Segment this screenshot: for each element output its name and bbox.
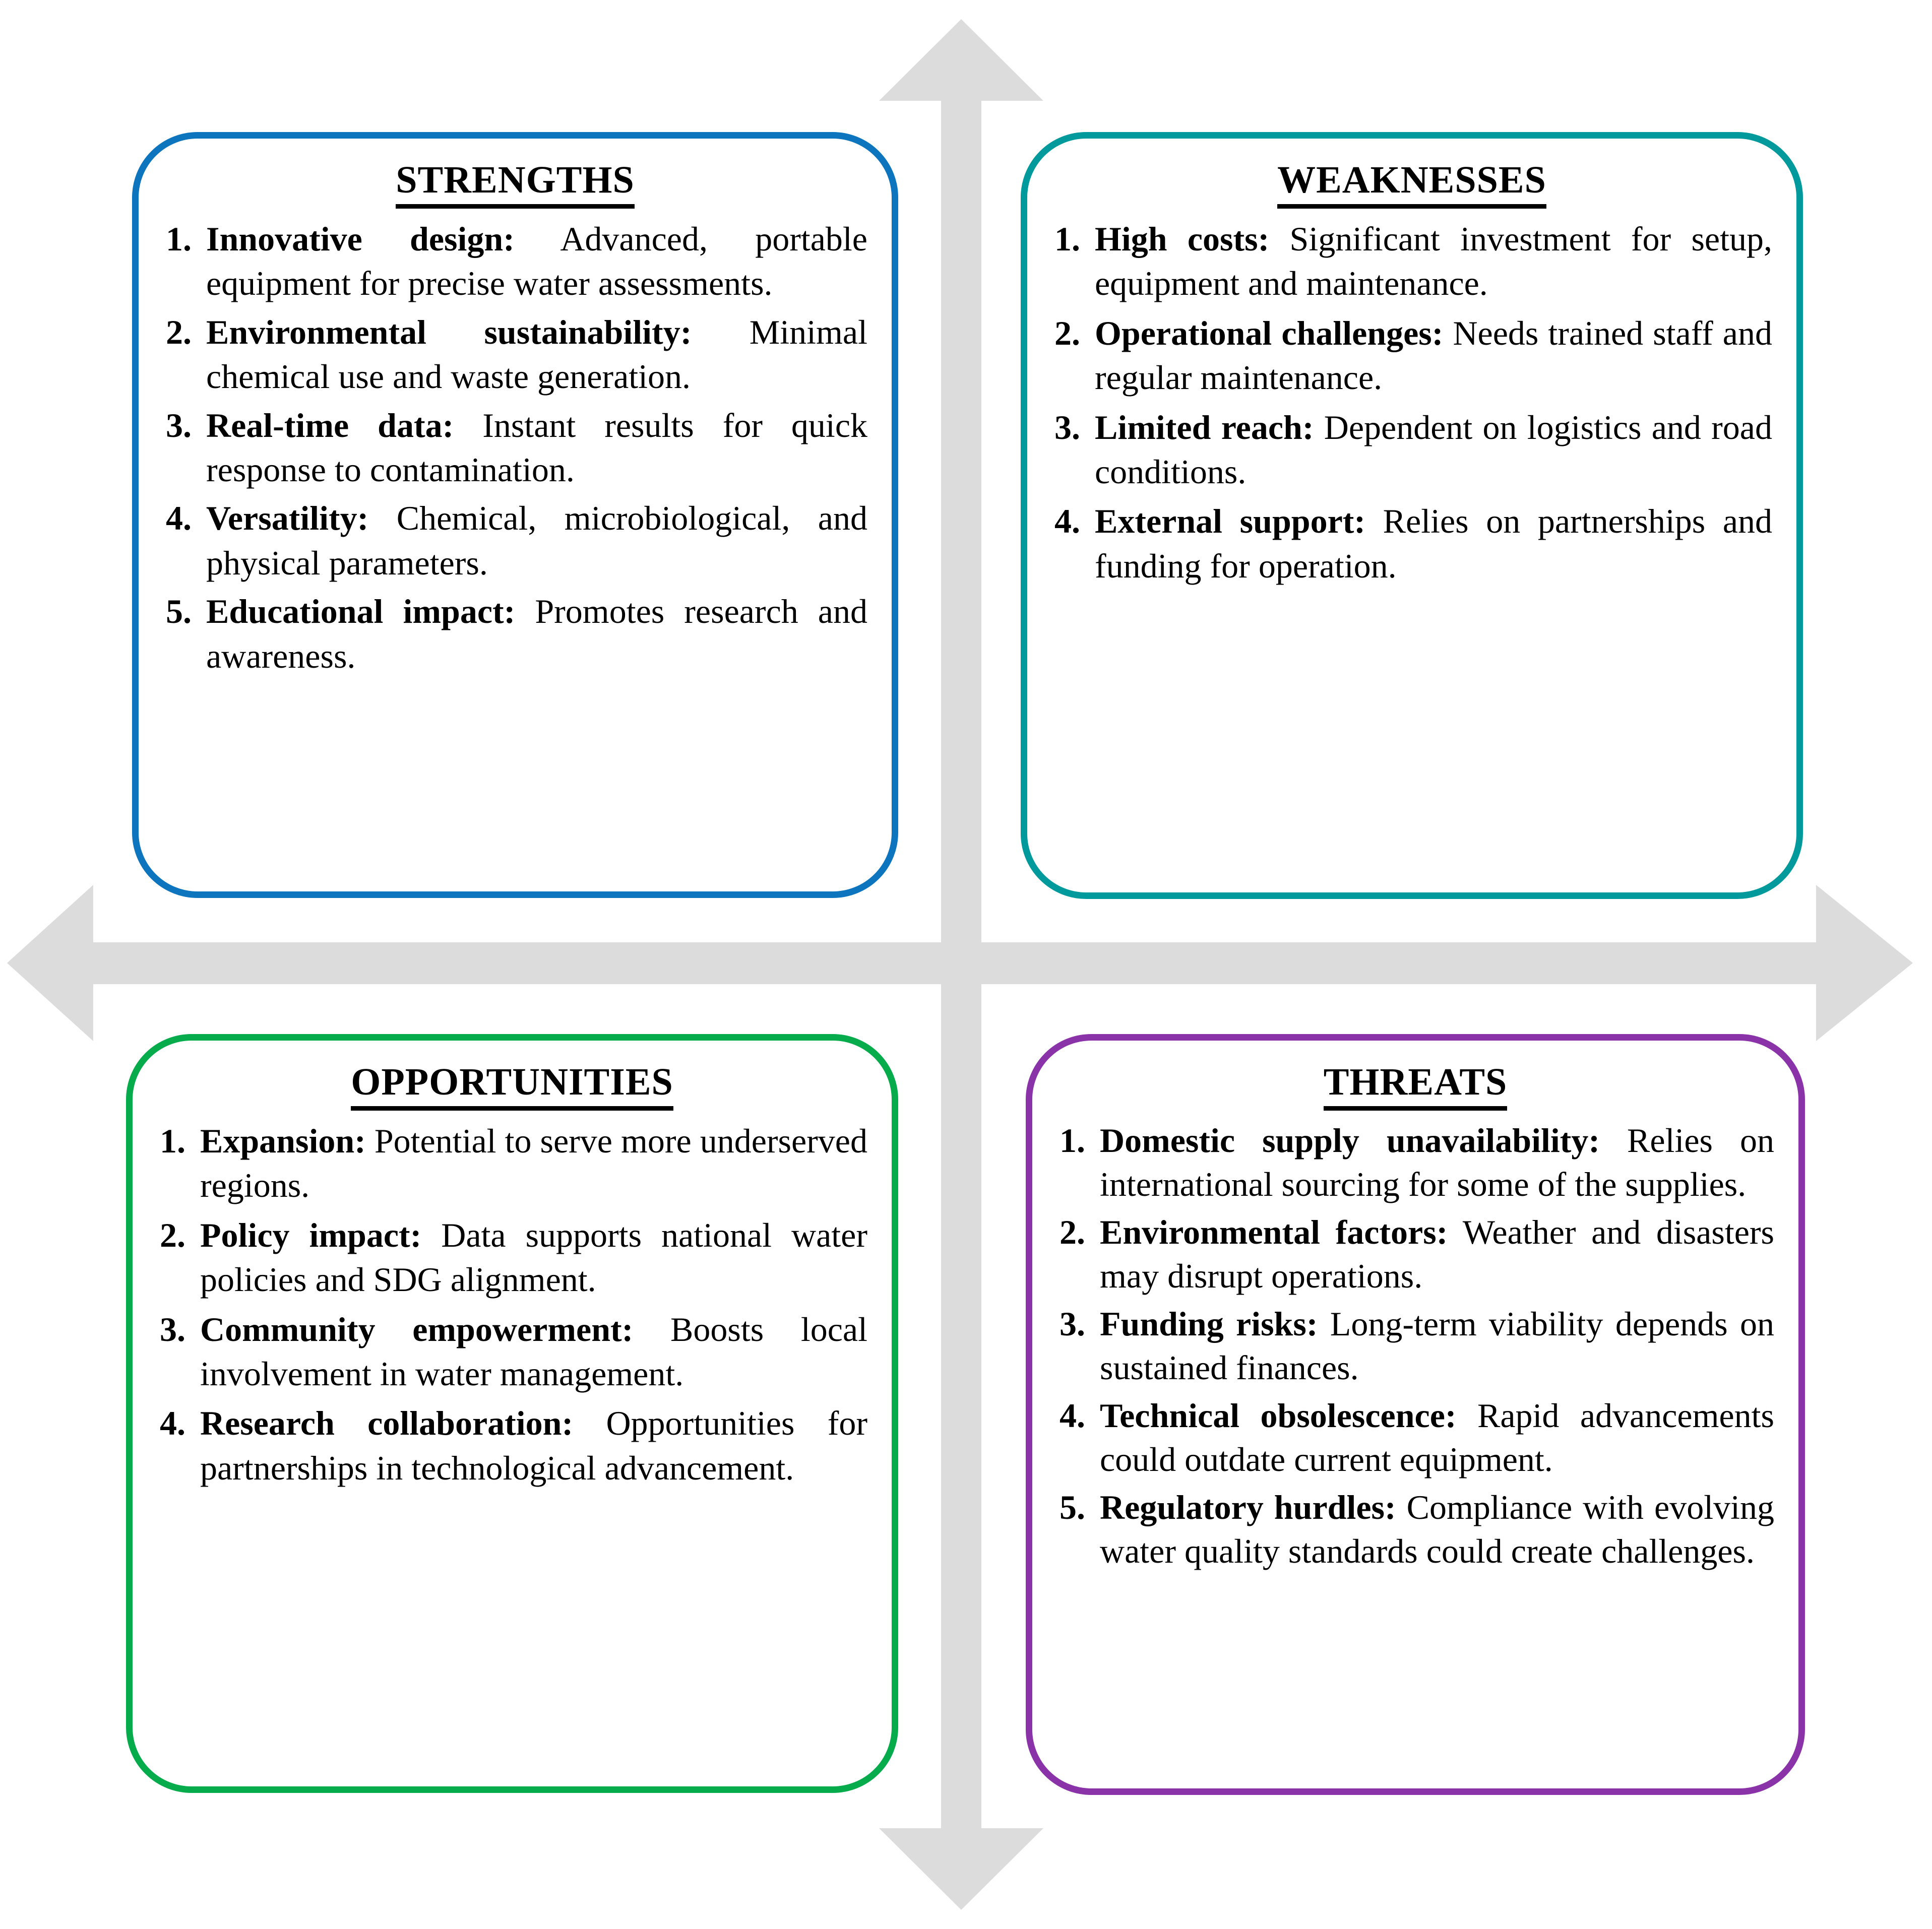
item-text: Minimal chemical use and waste generation. <box>206 312 867 396</box>
strengths-list <box>163 217 867 678</box>
item-number: 3. <box>1060 1305 1085 1343</box>
item-lead: Community empowerment: <box>200 1310 634 1348</box>
list-item <box>1051 405 1772 494</box>
vertical-shaft <box>941 101 981 1828</box>
item-text: Potential to serve more underserved regions. <box>200 1122 867 1205</box>
item-number: 2. <box>1060 1213 1085 1252</box>
item-number: 3. <box>160 1310 185 1348</box>
item-text: Advanced, portable equipment for precise water assessments. <box>206 220 867 303</box>
item-text: Dependent on logistics and road conditions. <box>1095 408 1772 491</box>
left-arrow-icon <box>7 885 941 1041</box>
item-text: Data supports national water policies and SDG alignment. <box>200 1215 867 1299</box>
item-lead: External support: <box>1095 502 1366 541</box>
item-text: Long-term viability depends on sustained finances. <box>1100 1305 1774 1387</box>
item-text: Compliance with evolving water quality standards could create challenges. <box>1100 1488 1774 1571</box>
item-lead: Innovative design: <box>206 220 515 258</box>
item-lead: Real-time data: <box>206 406 454 444</box>
weaknesses-title: WEAKNESSES <box>1051 161 1772 209</box>
item-number: 1. <box>1054 220 1080 258</box>
item-number: 5. <box>166 592 192 631</box>
item-lead: Funding risks: <box>1100 1305 1318 1343</box>
item-text: Chemical, microbiological, and physical parameters. <box>206 499 867 582</box>
quadrant-threats <box>1026 1034 1805 1795</box>
list-item <box>163 217 867 306</box>
opportunities-title: OPPORTUNITIES <box>157 1063 867 1111</box>
item-lead: Operational challenges: <box>1095 313 1444 352</box>
list-item <box>1051 499 1772 588</box>
item-text: Rapid advancements could outdate current equipment. <box>1100 1396 1774 1479</box>
item-text: Relies on partnerships and funding for operation. <box>1095 502 1773 585</box>
horizontal-shaft <box>93 942 1816 984</box>
list-item <box>163 496 867 585</box>
item-number: 1. <box>1060 1121 1085 1160</box>
item-number: 1. <box>166 220 192 258</box>
item-text: Promotes research and awareness. <box>206 592 867 675</box>
item-lead: Policy impact: <box>200 1215 422 1254</box>
item-lead: Versatility: <box>206 499 369 538</box>
item-number: 4. <box>1054 502 1080 541</box>
threats-title: THREATS <box>1056 1063 1774 1111</box>
item-text: Needs trained staff and regular maintenance. <box>1095 313 1772 397</box>
list-item <box>1056 1119 1774 1206</box>
item-lead: Limited reach: <box>1095 408 1314 446</box>
item-number: 4. <box>166 499 192 538</box>
opportunities-list <box>157 1119 867 1490</box>
right-arrow-icon <box>981 885 1913 1041</box>
item-lead: Research collaboration: <box>200 1404 574 1443</box>
list-item <box>163 403 867 492</box>
item-number: 4. <box>1060 1396 1085 1435</box>
item-lead: High costs: <box>1095 220 1270 258</box>
list-item <box>1056 1486 1774 1573</box>
list-item <box>1056 1394 1774 1482</box>
quadrant-strengths <box>132 132 898 898</box>
list-item <box>1051 217 1772 306</box>
item-lead: Regulatory hurdles: <box>1100 1488 1396 1527</box>
list-item <box>1051 311 1772 400</box>
item-text: Significant investment for setup, equipment and maintenance. <box>1095 220 1773 303</box>
quadrant-weaknesses <box>1021 132 1803 899</box>
list-item <box>163 310 867 399</box>
item-lead: Domestic supply unavailability: <box>1100 1121 1600 1160</box>
item-lead: Technical obsolescence: <box>1100 1396 1457 1435</box>
list-item <box>1056 1302 1774 1390</box>
item-lead: Environmental sustainability: <box>206 312 692 351</box>
item-text: Weather and disasters may disrupt operations. <box>1100 1213 1775 1296</box>
item-text: Boosts local involvement in water management. <box>200 1310 867 1393</box>
list-item <box>1056 1210 1774 1298</box>
item-number: 1. <box>160 1122 185 1160</box>
item-number: 5. <box>1060 1488 1085 1527</box>
item-lead: Environmental factors: <box>1100 1213 1448 1252</box>
item-number: 4. <box>160 1404 185 1443</box>
threats-list <box>1056 1119 1774 1573</box>
item-number: 2. <box>166 312 192 351</box>
quadrant-opportunities <box>126 1034 898 1793</box>
up-arrow-icon <box>879 19 1043 942</box>
item-text: Relies on international sourcing for some of the supplies. <box>1100 1121 1774 1204</box>
down-arrow-icon <box>879 984 1043 1910</box>
item-text: Instant results for quick response to contamination. <box>206 406 867 489</box>
item-lead: Expansion: <box>200 1122 366 1160</box>
item-number: 3. <box>166 406 192 444</box>
list-item <box>157 1213 867 1302</box>
item-number: 2. <box>160 1215 185 1254</box>
weaknesses-list <box>1051 217 1772 588</box>
item-number: 3. <box>1054 408 1080 446</box>
list-item <box>157 1119 867 1208</box>
strengths-title: STRENGTHS <box>163 161 867 209</box>
list-item <box>157 1401 867 1490</box>
list-item <box>157 1307 867 1396</box>
item-number: 2. <box>1054 313 1080 352</box>
list-item <box>163 589 867 678</box>
item-text: Opportunities for partnerships in technological advancement. <box>200 1404 867 1487</box>
item-lead: Educational impact: <box>206 592 516 631</box>
